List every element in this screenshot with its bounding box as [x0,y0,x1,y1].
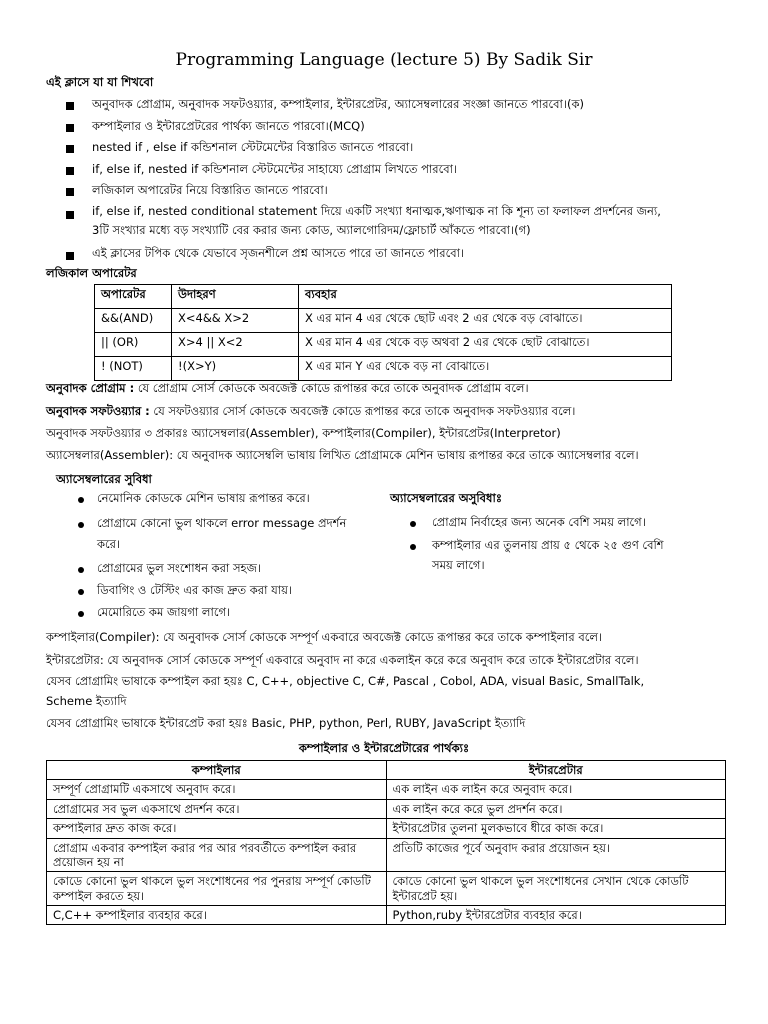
table-cell: প্রোগ্রাম একবার কম্পাইল করার পর আর পরবর্তীতে কম্পাইল করার প্রয়োজন হয় না [47,838,387,872]
table-cell: কোডে কোনো ভুল থাকলে ভুল সংশোধনের পর পুনরায় সম্পূর্ণ কোডটি কম্পাইল করতে হয়। [47,872,387,906]
objective-item: if, else if, nested conditional statement দিয়ে একটি সংখ্যা ধনাত্মক,ঋণাত্মক না কি শূন্য তা ফলাফল প্রদর্শনের জন্য, [92,204,661,218]
definition-compiler: কম্পাইলার(Compiler): যে অনুবাদক সোর্স কোডকে সম্পূর্ণ একবারে অবজেক্ট কোডে রূপান্তর করে তাকে কম্পাইলার বলে। [46,630,603,644]
table-cell: কম্পাইলার দ্রুত কাজ করে। [47,819,387,838]
advantage-item: প্রোগ্রামে কোনো ভুল থাকলে error message প্রদর্শন [97,516,347,530]
table-cell: X এর মান 4 এর থেকে বড় অথবা 2 এর থেকে ছোট বোঝাতে। [299,333,672,357]
table-cell: X<4&& X>2 [172,309,299,333]
bullet-icon [410,544,416,550]
definition-term: অনুবাদক প্রোগ্রাম : [46,381,135,395]
bullet-icon [66,102,74,110]
table-cell: &&(AND) [95,309,172,333]
table-header-cell: অপারেটর [95,285,172,309]
table-row [47,819,726,838]
page-title: Programming Language (lecture 5) By Sadik Sir [175,50,593,70]
bullet-icon [66,188,74,196]
difference-heading: কম্পাইলার ও ইন্টারপ্রেটারের পার্থক্যঃ [298,741,470,755]
objective-item: অনুবাদক প্রোগ্রাম, অনুবাদক সফটওয়্যার, কম্পাইলার, ইন্টারপ্রেটর, অ্যাসেম্বলারের সংজ্ঞা জানতে পারবো।(ক) [92,97,585,111]
table-row [47,780,726,799]
logical-operator-table [94,284,672,381]
bullet-icon [78,589,84,595]
table-row [47,838,726,872]
disadvantage-item-continued: সময় লাগে। [432,558,485,572]
objectives-heading: এই ক্লাসে যা যা শিখবো [46,75,154,89]
table-cell: এক লাইন করে করে ভুল প্রদর্শন করে। [386,799,726,818]
interpreted-languages: যেসব প্রোগ্রামিং ভাষাকে ইন্টারপ্রেট করা হয়ঃ Basic, PHP, python, Perl, RUBY, JavaScript ইত্যাদি [46,716,526,730]
objective-item: এই ক্লাসের টপিক থেকে যেভাবে সৃজনশীলে প্রশ্ন আসতে পারে তা জানতে পারবো। [92,246,465,260]
table-cell: সম্পূর্ণ প্রোগ্রামটি একসাথে অনুবাদ করে। [47,780,387,799]
bullet-icon [66,252,74,260]
disadvantage-item: প্রোগ্রাম নির্বাহের জন্য অনেক বেশি সময় লাগে। [432,515,646,529]
logical-operator-heading: লজিকাল অপারেটর [46,266,137,280]
bullet-icon [78,522,84,528]
bullet-icon [66,211,74,219]
bullet-icon [66,167,74,175]
table-cell: এক লাইন এক লাইন করে অনুবাদ করে। [386,780,726,799]
table-row [47,872,726,906]
assembler-advantages-heading: অ্যাসেম্বলারের সুবিধা [56,472,152,486]
advantage-item: ডিবাগিং ও টেস্টিং এর কাজ দ্রুত করা যায়। [97,583,292,597]
bullet-icon [66,145,74,153]
definition-interpreter: ইন্টারপ্রেটার: যে অনুবাদক সোর্স কোডকে সম্পূর্ণ একবারে অনুবাদ না করে একলাইন করে করে অনুবাদ করে তাকে ইন্টারপ্রেটার বলে। [46,653,639,667]
table-header-cell: ইন্টারপ্রেটার [386,761,726,780]
bullet-icon [78,497,84,503]
table-cell: X এর মান Y এর থেকে বড় না বোঝাতে। [299,357,672,381]
table-cell: Python,ruby ইন্টারপ্রেটার ব্যবহার করে। [386,906,726,925]
table-header-cell: কম্পাইলার [47,761,387,780]
table-cell: X>4 || X<2 [172,333,299,357]
table-cell: ইন্টারপ্রেটার তুলনা মুলকভাবে ধীরে কাজ করে। [386,819,726,838]
advantage-item: নেমোনিক কোডকে মেশিন ভাষায় রূপান্তর করে। [97,491,310,505]
objective-item: কম্পাইলার ও ইন্টারপ্রেটরের পার্থক্য জানতে পারবো।(MCQ) [92,119,365,133]
table-cell: প্রোগ্রামের সব ভুল একসাথে প্রদর্শন করে। [47,799,387,818]
table-header-row [95,285,672,309]
table-cell: || (OR) [95,333,172,357]
table-cell: !(X>Y) [172,357,299,381]
table-cell: প্রতিটি কাজের পূর্বে অনুবাদ করার প্রয়োজন হয়। [386,838,726,872]
translator-types: অনুবাদক সফটওয়্যার ৩ প্রকারঃ অ্যাসেম্বলার(Assembler), কম্পাইলার(Compiler), ইন্টারপ্রেটর(Interpretor) [46,426,561,440]
bullet-icon [66,124,74,132]
assembler-disadvantages-heading: অ্যাসেম্বলারের অসুবিধাঃ [390,491,502,505]
table-row [95,309,672,333]
table-cell: X এর মান 4 এর থেকে ছোট এবং 2 এর থেকে বড় বোঝাতে। [299,309,672,333]
compiled-languages: যেসব প্রোগ্রামিং ভাষাকে কম্পাইল করা হয়ঃ C, C++, objective C, C#, Pascal , Cobol, ADA, visual Basic, SmallTalk, [46,674,645,688]
advantage-item: প্রোগ্রামের ভুল সংশোধন করা সহজ। [97,561,261,575]
bullet-icon [78,567,84,573]
table-row [95,357,672,381]
definition-term: অনুবাদক সফটওয়্যার : [46,404,150,418]
definition-translator-software [46,404,575,418]
table-header-row [47,761,726,780]
table-row [47,906,726,925]
bullet-icon [78,611,84,617]
table-row [95,333,672,357]
table-header-cell: ব্যবহার [299,285,672,309]
bullet-icon [410,521,416,527]
compiler-interpreter-table [46,760,726,925]
objective-item: if, else if, nested if কন্ডিশনাল স্টেটমেন্টের সাহায্যে প্রোগ্রাম লিখতে পারবো। [92,162,458,176]
table-row [47,799,726,818]
table-cell: কোডে কোনো ভুল থাকলে ভুল সংশোধনের সেখান থেকে কোডটি ইন্টারপ্রেট হয়। [386,872,726,906]
advantage-item-continued: করে। [97,537,121,551]
table-cell: ! (NOT) [95,357,172,381]
objective-item: nested if , else if কন্ডিশনাল স্টেটমেন্টের বিস্তারিত জানতে পারবো। [92,140,414,154]
definition-assembler: অ্যাসেম্বলার(Assembler): যে অনুবাদক অ্যাসেম্বলি ভাষায় লিখিত প্রোগ্রামকে মেশিন ভাষায় রূপান্তর করে তাকে অ্যাসেম্বলার বলে। [46,448,639,462]
disadvantage-item: কম্পাইলার এর তুলনায় প্রায় ৫ থেকে ২৫ গুণ বেশি [432,538,664,552]
objective-item: লজিকাল অপারেটর নিয়ে বিস্তারিত জানতে পারবো। [92,183,328,197]
table-cell: C,C++ কম্পাইলার ব্যবহার করে। [47,906,387,925]
advantage-item: মেমোরিতে কম জায়গা লাগে। [97,605,231,619]
compiled-languages-continued: Scheme ইত্যাদি [46,694,127,708]
definition-text: যে প্রোগ্রাম সোর্স কোডকে অবজেক্ট কোডে রূপান্তর করে তাকে অনুবাদক প্রোগ্রাম বলে। [134,381,529,395]
definition-translator-program [46,381,529,395]
objective-item-continued: 3টি সংখ্যার মধ্যে বড় সংখ্যাটি বের করার জন্য কোড, অ্যালগোরিদম/ফ্লোচার্ট আঁকতে পারবো।(গ) [92,223,531,237]
definition-text: যে সফটওয়্যার সোর্স কোডকে অবজেক্ট কোডে রূপান্তর করে তাকে অনুবাদক সফটওয়্যার বলে। [149,404,576,418]
table-header-cell: উদাহরণ [172,285,299,309]
